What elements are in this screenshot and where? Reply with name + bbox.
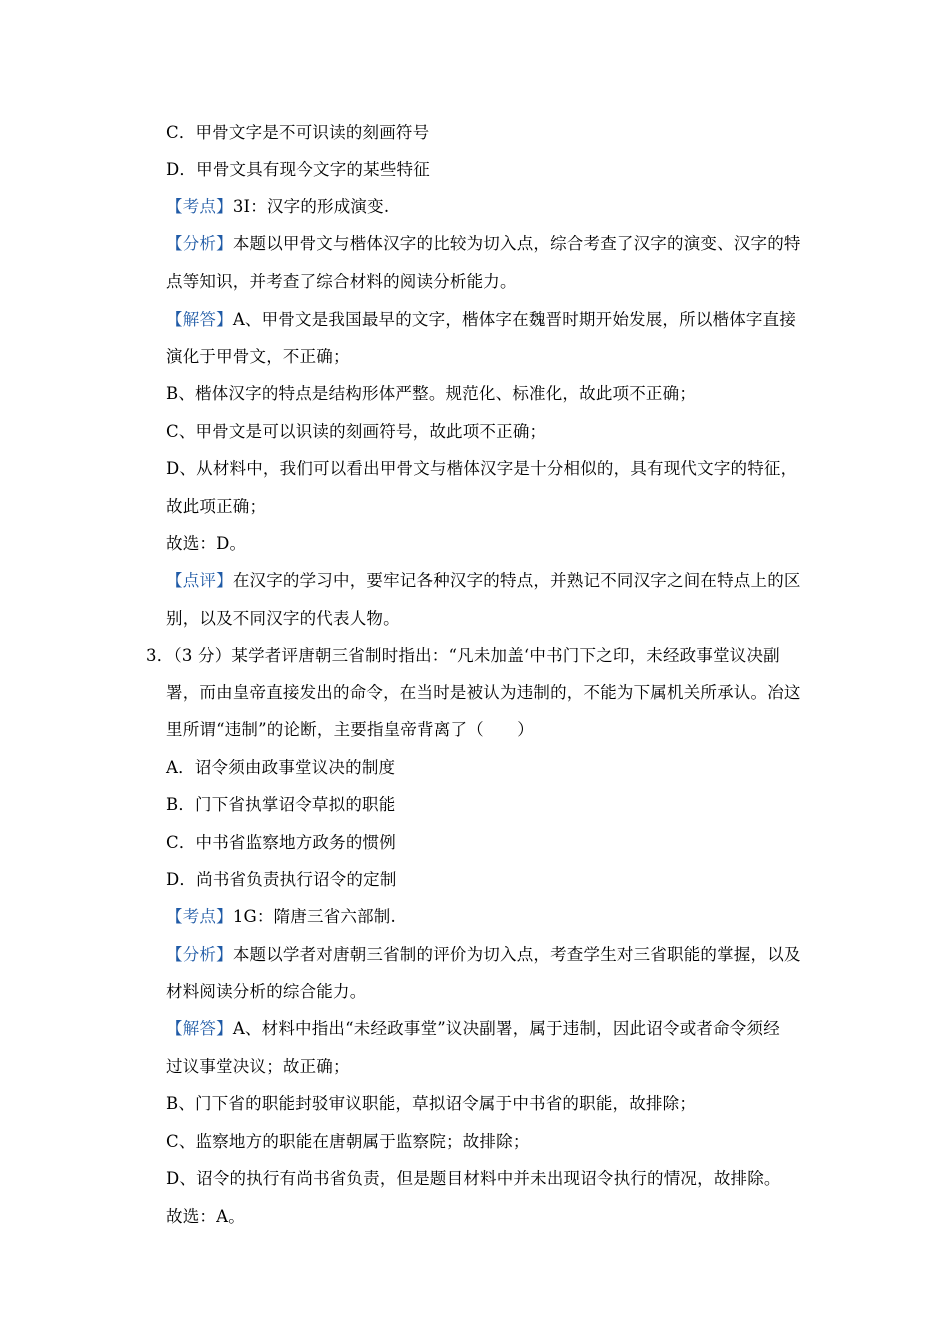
jieda-tag: 【解答】 [166,310,233,329]
q3-jieda-b: B、门下省的职能封驳审议职能，草拟诏令属于中书省的职能，故排除； [166,1094,697,1113]
q2-fenxi [166,232,816,256]
q3-option-c: C．中书省监察地方政务的惯例 [166,833,396,852]
q3-jieda-c: C、监察地方的职能在唐朝属于监察院；故排除； [166,1132,530,1151]
q3-jieda-d: D、诏令的执行有尚书省负责，但是题目材料中并未出现诏令执行的情况，故排除。 [166,1169,781,1188]
fenxi-tag: 【分析】 [166,234,233,253]
q3-fenxi [166,943,816,967]
q2-jieda-d: D、从材料中，我们可以看出甲骨文与楷体汉字是十分相似的，具有现代文字的特征， [166,459,798,478]
q3-fenxi-cont: 材料阅读分析的综合能力。 [166,982,367,1001]
q2-dianping [166,569,816,593]
fenxi-text: 本题以学者对唐朝三省制的评价为切入点，考查学生对三省职能的掌握，以及 [232,945,801,964]
q2-kaodian [166,195,816,219]
fenxi-text: 本题以甲骨文与楷体汉字的比较为切入点，综合考查了汉字的演变、汉字的特 [232,234,801,253]
kaodian-tag: 【考点】 [166,907,233,926]
q3-jieda [166,1017,816,1041]
q3-kaodian [166,905,816,929]
dianping-tag: 【点评】 [166,571,233,590]
q2-jieda-b: B、楷体汉字的特点是结构形体严整。规范化、标准化，故此项不正确； [166,384,697,403]
kaodian-tag: 【考点】 [166,197,233,216]
q2-answer: 故选：D。 [166,534,247,553]
q2-fenxi-cont: 点等知识，并考查了综合材料的阅读分析能力。 [166,272,517,291]
kaodian-text: 3I：汉字的形成演变. [232,197,390,216]
q2-dianping-cont: 别，以及不同汉字的代表人物。 [166,609,400,628]
q2-jieda-c: C、甲骨文是可以识读的刻画符号，故此项不正确； [166,422,547,441]
q3-option-b: B．门下省执掌诏令草拟的职能 [166,795,396,814]
q2-jieda-d-cont: 故此项正确； [166,497,267,516]
q3-stem: 3．（3 分）某学者评唐朝三省制时指出：“凡未加盖‘中书门下之印，未经政事堂议决副 [146,646,780,665]
fenxi-tag: 【分析】 [166,945,233,964]
q2-jieda-cont: 演化于甲骨文，不正确； [166,347,350,366]
q2-option-d: D．甲骨文具有现今文字的某些特征 [166,160,430,179]
q3-stem-cont-2: 里所谓“违制”的论断，主要指皇帝背离了（ ） [166,720,534,739]
q3-option-d: D．尚书省负责执行诏令的定制 [166,870,397,889]
jieda-text: A、甲骨文是我国最早的文字，楷体字在魏晋时期开始发展，所以楷体字直接 [232,310,797,329]
q2-jieda [166,308,816,332]
q3-option-a: A．诏令须由政事堂议决的制度 [166,758,396,777]
kaodian-text: 1G：隋唐三省六部制. [232,907,396,926]
dianping-text: 在汉字的学习中，要牢记各种汉字的特点，并熟记不同汉字之间在特点上的区 [232,571,801,590]
q3-answer: 故选：A。 [166,1207,245,1226]
q3-stem-cont-1: 署，而由皇帝直接发出的命令，在当时是被认为违制的，不能为下属机关所承认。冶这 [166,683,801,702]
q3-jieda-cont: 过议事堂决议；故正确； [166,1057,350,1076]
jieda-tag: 【解答】 [166,1019,233,1038]
jieda-text: A、材料中指出“未经政事堂”议决副署，属于违制，因此诏令或者命令须经 [232,1019,780,1038]
q2-option-c: C．甲骨文字是不可识读的刻画符号 [166,123,430,142]
